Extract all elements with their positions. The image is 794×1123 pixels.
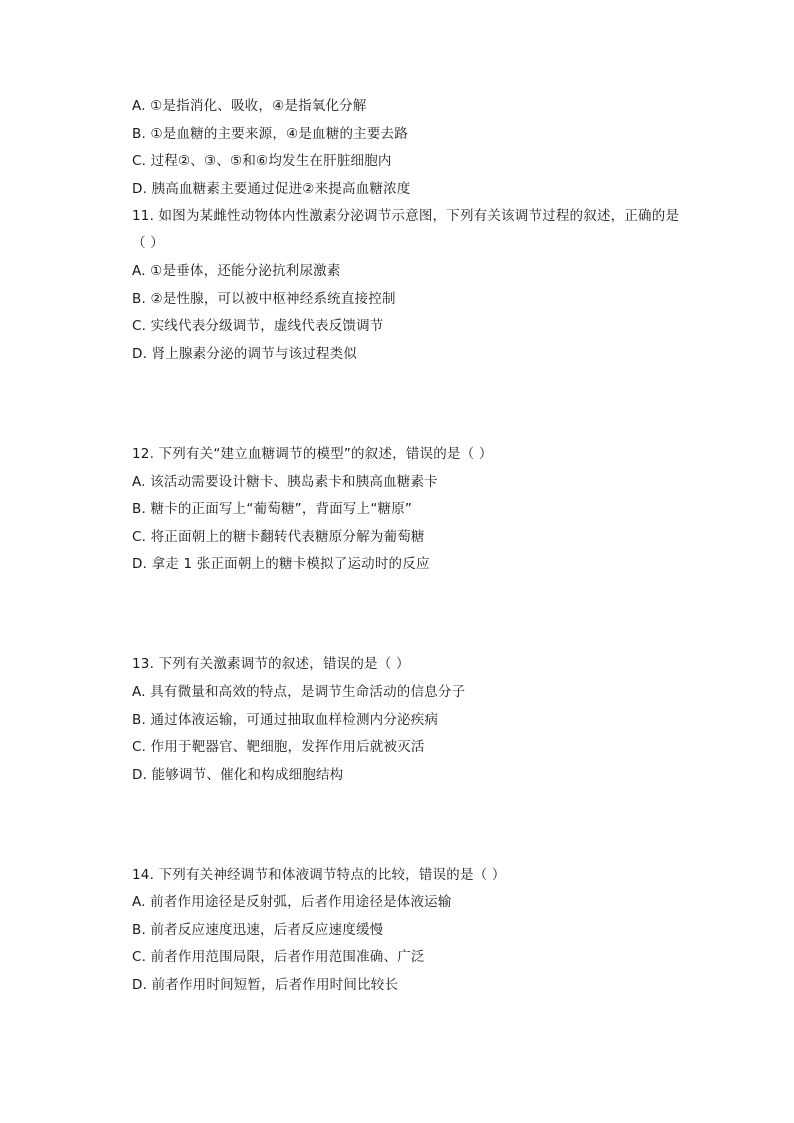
q14-option-b: B. 前者反应速度迅速，后者反应速度缓慢 [132, 922, 384, 938]
q10-option-c: C. 过程②、③、⑤和⑥均发生在肝脏细胞内 [132, 153, 392, 169]
q11-option-d: D. 肾上腺素分泌的调节与该过程类似 [132, 346, 358, 362]
q12-option-a: A. 该活动需要设计糖卡、胰岛素卡和胰高血糖素卡 [132, 474, 438, 490]
q10-option-b: B. ①是血糖的主要来源，④是血糖的主要去路 [132, 126, 408, 142]
q10-option-d: D. 胰高血糖素主要通过促进②来提高血糖浓度 [132, 181, 411, 197]
q12-option-c: C. 将正面朝上的糖卡翻转代表糖原分解为葡萄糖 [132, 529, 425, 545]
q14-stem: 14. 下列有关神经调节和体液调节特点的比较，错误的是（ ） [132, 867, 506, 883]
q14-option-a: A. 前者作用途径是反射弧，后者作用途径是体液运输 [132, 894, 452, 910]
q11-option-a: A. ①是垂体，还能分泌抗利尿激素 [132, 263, 341, 279]
q12-stem: 12. 下列有关“建立血糖调节的模型”的叙述，错误的是（ ） [132, 446, 493, 462]
q11-stem: 11. 如图为某雌性动物体内性激素分泌调节示意图，下列有关该调节过程的叙述，正确的是 [132, 208, 680, 224]
q14-option-c: C. 前者作用范围局限，后者作用范围准确、广泛 [132, 949, 425, 965]
q13-option-a: A. 具有微量和高效的特点，是调节生命活动的信息分子 [132, 684, 466, 700]
q11-option-b: B. ②是性腺，可以被中枢神经系统直接控制 [132, 291, 396, 307]
q12-option-d: D. 拿走 1 张正面朝上的糖卡模拟了运动时的反应 [132, 556, 430, 572]
q13-option-d: D. 能够调节、催化和构成细胞结构 [132, 767, 344, 783]
q12-option-b: B. 糖卡的正面写上“葡萄糖”，背面写上“糖原” [132, 501, 413, 517]
q13-stem: 13. 下列有关激素调节的叙述，错误的是（ ） [132, 656, 410, 672]
q11-option-c: C. 实线代表分级调节，虚线代表反馈调节 [132, 318, 384, 334]
q11-stem-blank: （ ） [132, 235, 164, 251]
q10-option-a: A. ①是指消化、吸收，④是指氧化分解 [132, 98, 367, 114]
q13-option-b: B. 通过体液运输，可通过抽取血样检测内分泌疾病 [132, 712, 439, 728]
q14-option-d: D. 前者作用时间短暂，后者作用时间比较长 [132, 977, 399, 993]
q13-option-c: C. 作用于靶器官、靶细胞，发挥作用后就被灭活 [132, 739, 425, 755]
